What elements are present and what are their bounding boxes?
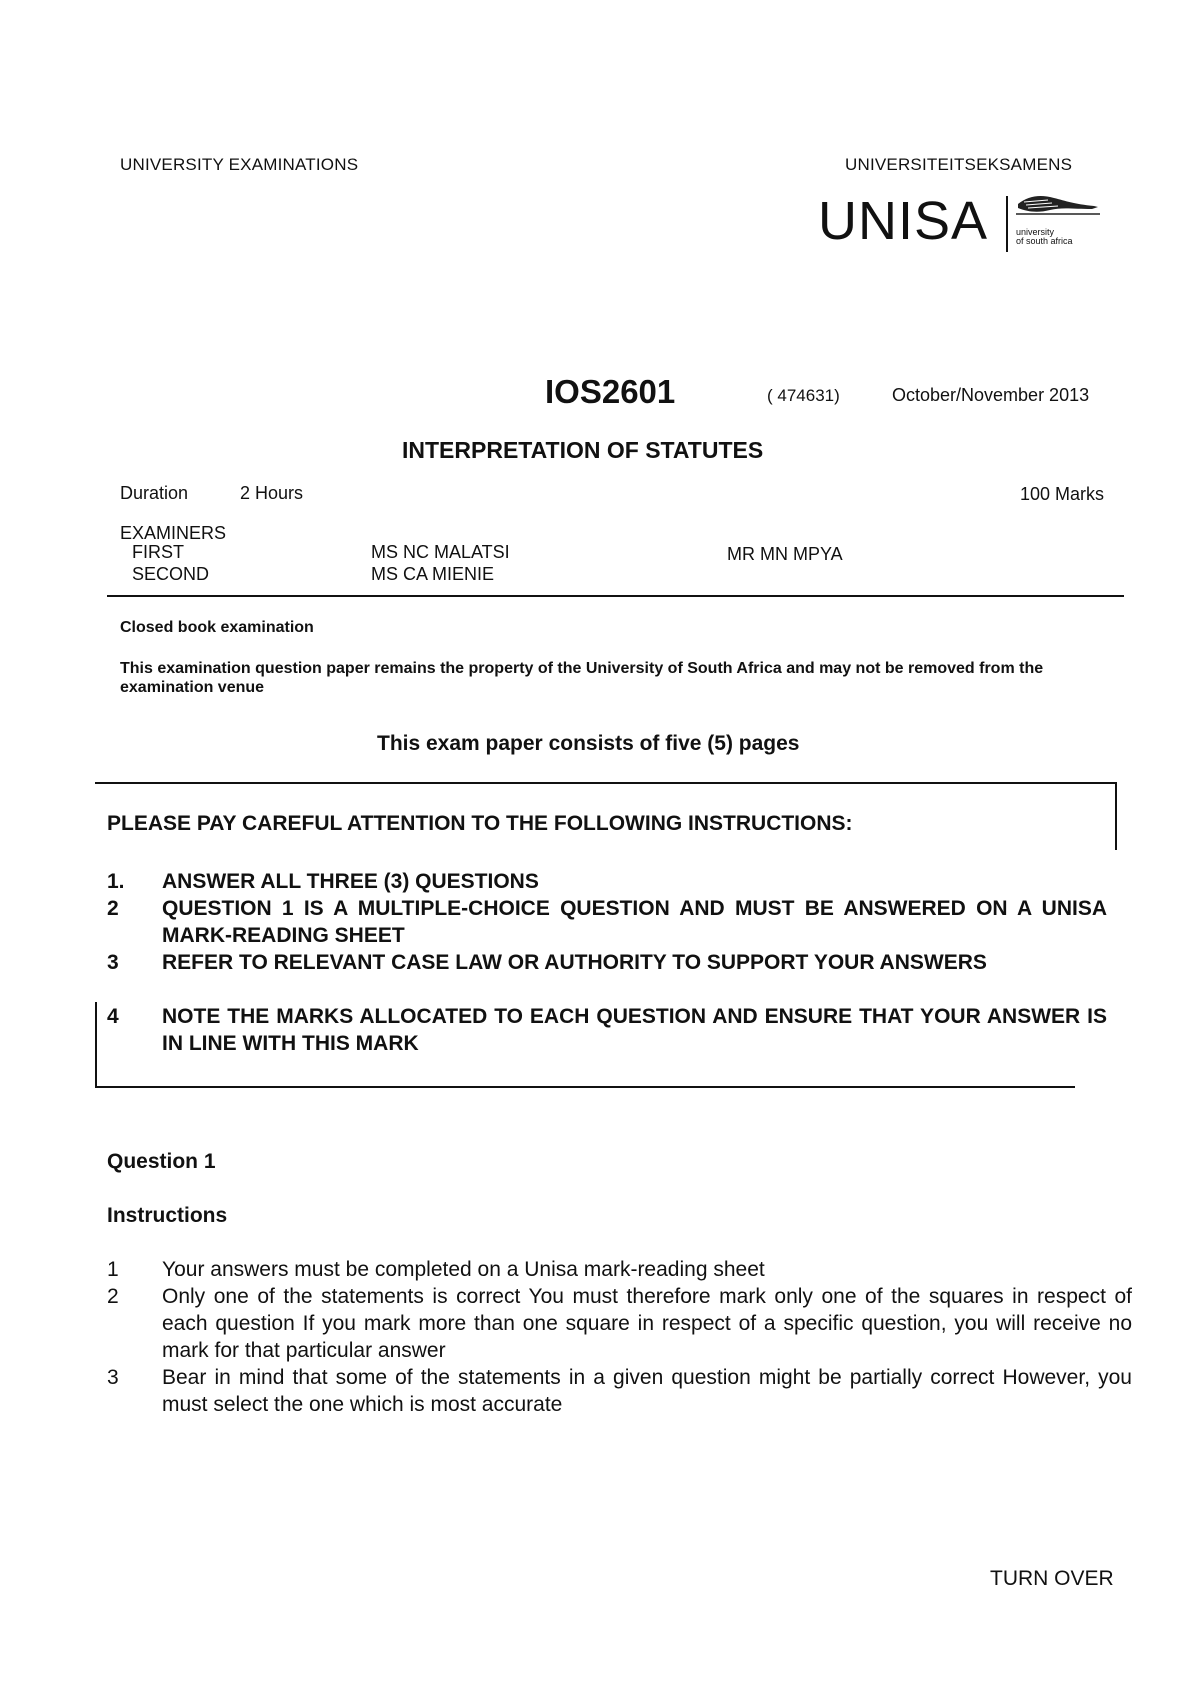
unisa-logo: [818, 190, 1103, 260]
question-instruction-number: 2: [107, 1285, 119, 1308]
closed-book-note: Closed book examination: [120, 619, 314, 636]
examiners-rule: [107, 595, 1124, 597]
instruction-text: REFER TO RELEVANT CASE LAW OR AUTHORITY TO SUPPORT YOUR ANSWERS: [162, 951, 987, 974]
examiners-heading: EXAMINERS: [120, 523, 227, 543]
total-marks: 100 Marks: [1020, 484, 1105, 504]
course-code: IOS2601: [545, 373, 676, 410]
turn-over-label: TURN OVER: [990, 1567, 1114, 1590]
question-instruction-number: 1: [107, 1258, 119, 1281]
instruction-number: 3: [107, 951, 119, 974]
question-instruction-item: [107, 1256, 1132, 1283]
question-instruction-text: Only one of the statements is correct You must therefore mark only one of the squares in respect of each question If you mark more than one square in respect of a specific question, you will receive no mark for that particular answer: [162, 1285, 1132, 1362]
question-1-heading: Question 1: [107, 1150, 216, 1173]
instruction-text: ANSWER ALL THREE (3) QUESTIONS: [162, 870, 539, 893]
box-right-border: [1115, 782, 1117, 850]
question-1-subheading: Instructions: [107, 1204, 228, 1227]
course-title: INTERPRETATION OF STATUTES: [402, 437, 764, 463]
logo-sub-2: of south africa: [1016, 236, 1073, 246]
page-count-note: This exam paper consists of five (5) pages: [377, 732, 800, 755]
box-bottom-border: [95, 1086, 1075, 1088]
property-note: This examination question paper remains the property of the University of South Africa and may not be removed from the examination venue: [120, 660, 1044, 696]
external-examiner: MR MN MPYA: [727, 544, 843, 564]
instruction-item: [107, 949, 1107, 1003]
examiner-second-label: SECOND: [132, 564, 210, 584]
examiner-second-name: MS CA MIENIE: [371, 564, 495, 584]
instructions-box: [95, 782, 1117, 1088]
question-instruction-text: Bear in mind that some of the statements in a given question might be partially correct However, you must select the one which is most accurate: [162, 1366, 1132, 1416]
logo-word: UNISA: [818, 191, 989, 251]
exam-session: October/November 2013: [892, 385, 1090, 405]
instruction-number: 4: [107, 1005, 119, 1028]
question-instruction-text: Your answers must be completed on a Unisa mark-reading sheet: [162, 1258, 765, 1281]
instruction-item: [107, 1003, 1107, 1057]
instruction-item: [107, 868, 1107, 895]
logo-divider: [1006, 196, 1008, 252]
instruction-text: QUESTION 1 IS A MULTIPLE-CHOICE QUESTION AND MUST BE ANSWERED ON A UNISA MARK-READING SHEET: [162, 897, 1107, 947]
question-instruction-number: 3: [107, 1366, 119, 1389]
instruction-number: 1.: [107, 870, 125, 893]
instructions-heading: PLEASE PAY CAREFUL ATTENTION TO THE FOLLOWING INSTRUCTIONS:: [107, 812, 853, 835]
duration-value: 2 Hours: [240, 483, 304, 503]
box-left-border: [95, 1002, 97, 1088]
logo-sub-1: university: [1016, 227, 1055, 237]
examiner-first-name: MS NC MALATSI: [371, 542, 510, 562]
instruction-item: [107, 895, 1107, 949]
header-right: UNIVERSITEITSEKSAMENS: [845, 155, 1073, 174]
question-instruction-item: [107, 1364, 1132, 1418]
box-top-border: [95, 782, 1117, 784]
duration-label: Duration: [120, 483, 189, 503]
header-left: UNIVERSITY EXAMINATIONS: [120, 155, 359, 174]
instruction-number: 2: [107, 897, 119, 920]
examiner-first-label: FIRST: [132, 542, 184, 562]
paper-number: ( 474631): [767, 386, 840, 405]
instruction-text: NOTE THE MARKS ALLOCATED TO EACH QUESTION AND ENSURE THAT YOUR ANSWER IS IN LINE WITH THIS MARK: [162, 1005, 1107, 1055]
question-instruction-item: [107, 1283, 1132, 1364]
logo-emblem-icon: [1014, 194, 1100, 220]
